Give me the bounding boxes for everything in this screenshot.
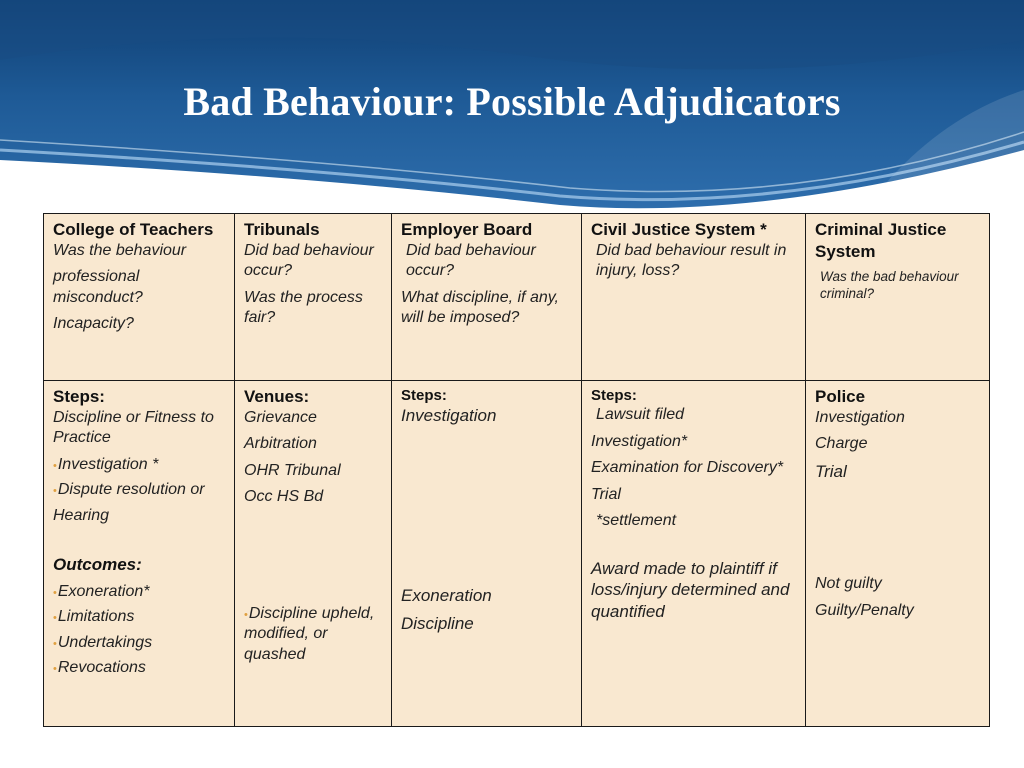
column-heading: Criminal Justice System [815,220,947,261]
outcome-text: Guilty/Penalty [815,601,914,619]
adjudicators-table [43,213,990,727]
step-text: Discipline or Fitness to Practice [53,408,214,447]
question-text: Did bad behaviour result in injury, loss? [596,241,787,280]
cell-civil-justice-system [582,214,806,381]
question-text: Did bad behaviour occur? [406,241,536,280]
step-text: Trial [591,485,621,503]
cell-employer-steps [392,381,582,727]
venues-heading: Venues: [244,387,310,406]
question-text: Incapacity? [53,315,134,333]
steps-heading: Steps: [53,387,105,406]
cell-tribunal-venues [235,381,392,727]
bullet-text: Investigation * [57,455,159,473]
bullet-text: Discipline upheld, modified, or quashed [244,604,375,663]
column-heading: College of Teachers [53,220,214,239]
page-title: Bad Behaviour: Possible Adjudicators [183,79,841,124]
police-heading: Police [815,387,866,406]
cell-college-steps [44,381,235,727]
bullet-dot-icon: • [53,586,57,599]
question-text: Did bad behaviour occur? [244,241,374,280]
steps-heading: Steps: [591,387,637,404]
cell-police-steps [806,381,990,727]
cell-employer-board [392,214,582,381]
bullet-item [53,658,226,678]
bullet-item [53,607,226,627]
cell-civil-steps [582,381,806,727]
venue-text: Occ HS Bd [244,488,324,506]
step-text: Investigation [815,408,905,426]
bullet-item [53,480,226,500]
venue-text: Grievance [244,408,317,426]
step-text: Charge [815,435,868,453]
column-heading: Civil Justice System * [591,220,767,239]
step-text: Investigation [401,406,497,426]
question-text: Was the behaviour [53,241,187,259]
cell-criminal-justice-system [806,214,990,381]
bullet-text: Undertakings [57,633,153,651]
bullet-dot-icon: • [53,663,57,676]
cell-college-of-teachers [44,214,235,381]
outcome-text: Discipline [401,613,474,633]
question-text: professional misconduct? [53,268,143,306]
outcome-text: Exoneration [401,585,492,605]
step-text: Trial [815,461,847,481]
bullet-item [53,633,226,653]
column-heading: Employer Board [401,220,533,239]
bullet-dot-icon: • [53,459,57,472]
step-text: Lawsuit filed [596,406,685,424]
outcome-text: Not guilty [815,575,882,593]
venue-text: OHR Tribunal [244,461,341,479]
bullet-item [53,582,226,602]
table-row [44,381,990,727]
step-text: Investigation* [591,432,688,450]
column-heading: Tribunals [244,220,320,239]
question-text: Was the process fair? [244,288,363,327]
bullet-item [53,455,226,475]
step-text: Examination for Discovery* [591,459,784,477]
bullet-dot-icon: • [53,612,57,625]
question-text: Was the bad behaviour criminal? [820,268,959,301]
bullet-text: Dispute resolution or [57,481,205,499]
bullet-dot-icon: • [244,608,248,621]
bullet-text: Exoneration* [57,582,150,600]
table-row [44,214,990,381]
outcomes-heading: Outcomes: [53,555,142,575]
title-banner [0,0,1024,215]
bullet-dot-icon: • [53,637,57,650]
question-text: What discipline, if any, will be imposed? [401,288,559,327]
cell-tribunals [235,214,392,381]
step-text: *settlement [596,512,677,530]
bullet-text: Limitations [57,608,135,626]
venue-text: Arbitration [244,435,317,453]
bullet-dot-icon: • [53,485,57,498]
award-text: Award made to plaintiff if loss/injury determined and quantified [591,558,790,622]
steps-heading: Steps: [401,387,447,404]
bullet-item [244,604,383,665]
step-text: Hearing [53,506,110,524]
bullet-text: Revocations [57,659,146,677]
